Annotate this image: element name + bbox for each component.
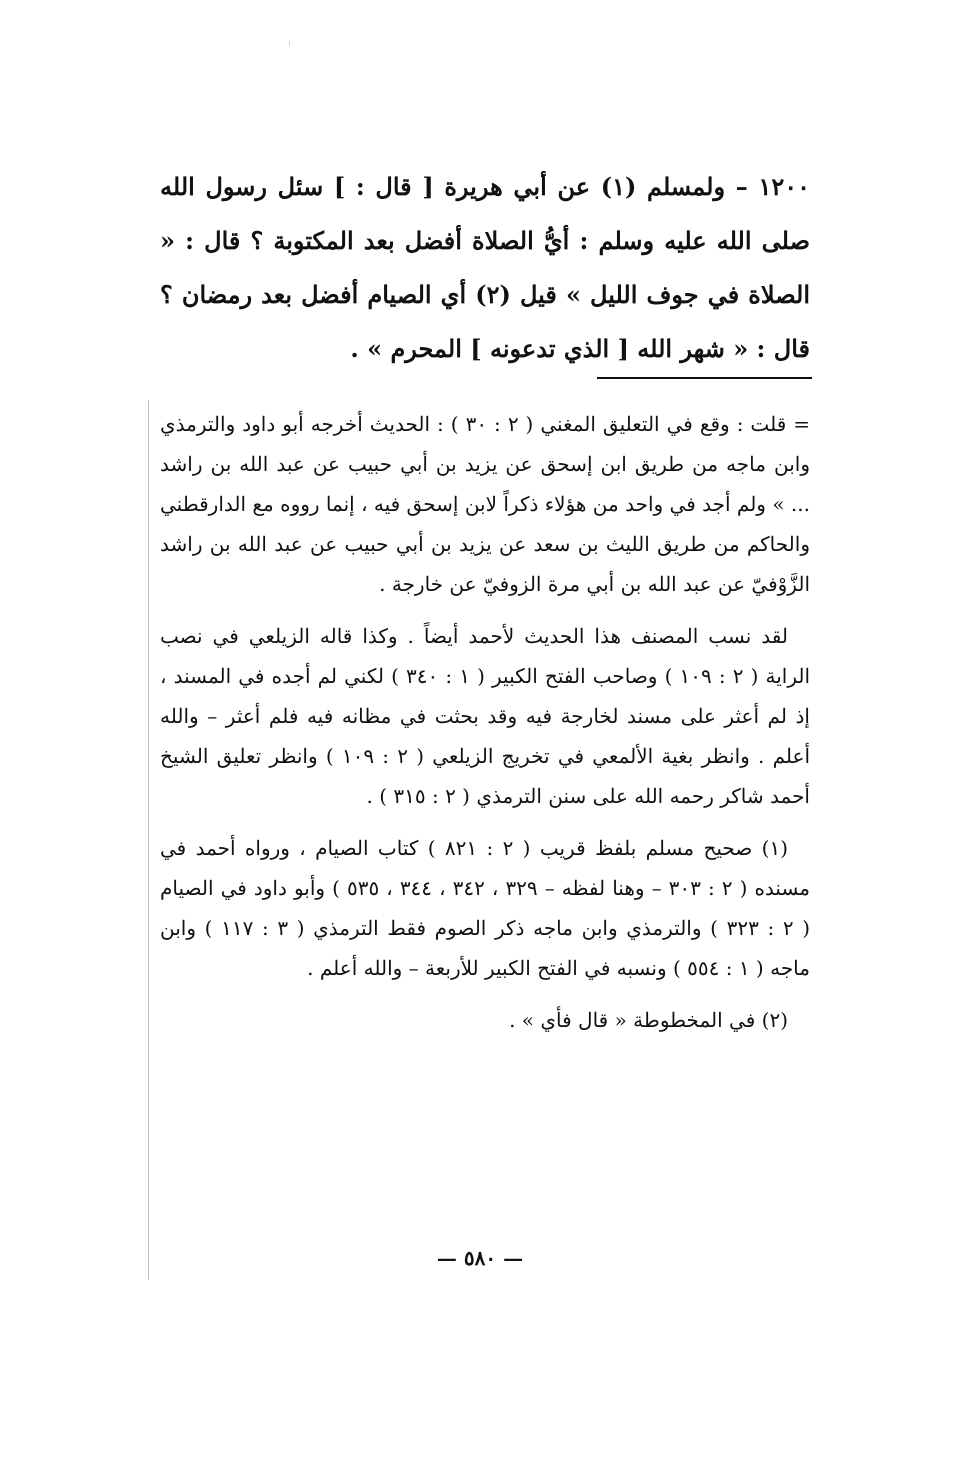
footnotes-block — [160, 404, 810, 1052]
hadith-block — [160, 160, 810, 376]
page-binding-line — [148, 400, 149, 1280]
hadith-text: ١٢٠٠ – ولمسلم (١) عن أبي هريرة [ قال : ] سئل رسول الله صلى الله عليه وسلم : أيُّ الصلاة أفضل بعد المكتوبة ؟ قال : « الصلاة في جوف الليل » قيل (٢) أي الصيام أفضل بعد رمضان ؟ قال : « شهر الله [ الذي تدعونه ] المحرم » . — [160, 172, 810, 363]
footnote-1: (١) صحيح مسلم بلفظ قريب ( ٢ : ٨٢١ ) كتاب الصيام ، ورواه أحمد في مسنده ( ٢ : ٣٠٣ – وهنا لفظه – ٣٢٩ ، ٣٤٢ ، ٣٤٤ ، ٥٣٥ ) وأبو داود في الصيام ( ٢ : ٣٢٣ ) والترمذي وابن ماجه ذكر الصوم فقط الترمذي ( ٣ : ١١٧ ) وابن ماجه ( ١ : ٥٥٤ ) ونسبه في الفتح الكبير للأربعة – والله أعلم . — [160, 836, 811, 980]
scan-mark — [289, 40, 290, 46]
footnote-note: لقد نسب المصنف هذا الحديث لأحمد أيضاً . وكذا قاله الزيلعي في نصب الراية ( ٢ : ١٠٩ ) وصاحب الفتح الكبير ( ١ : ٣٤٠ ) لكني لم أجده في المسند ، إذ لم أعثر على مسند لخارجة فيه وقد بحثت في مظانه فيه فلم أعثر – والله أعلم . وانظر بغية الألمعي في تخريج الزيلعي ( ٢ : ١٠٩ ) وانظر تعليق الشيخ أحمد شاكر رحمه الله على سنن الترمذي ( ٢ : ٣١٥ ) . — [160, 624, 811, 808]
footnote-separator — [597, 377, 812, 379]
footnote-continuation: = قلت : وقع في التعليق المغني ( ٢ : ٣٠ ) : الحديث أخرجه أبو داود والترمذي وابن ماجه من طريق ابن إسحق عن يزيد بن أبي حبيب عن عبد الله بن راشد ... » ولم أجد في واحد من هؤلاء ذكراً لابن إسحق فيه ، إنما رووه مع الدارقطني والحاكم من طريق الليث بن سعد عن يزيد بن أبي حبيب عن عبد الله بن راشد الزَّوْفيّ عن عبد الله بن أبي مرة الزوفيّ عن خارجة . — [160, 412, 811, 596]
page-number: — ٥٨٠ — — [436, 1246, 524, 1270]
footnote-2: (٢) في المخطوطة « قال فأي » . — [509, 1008, 788, 1032]
